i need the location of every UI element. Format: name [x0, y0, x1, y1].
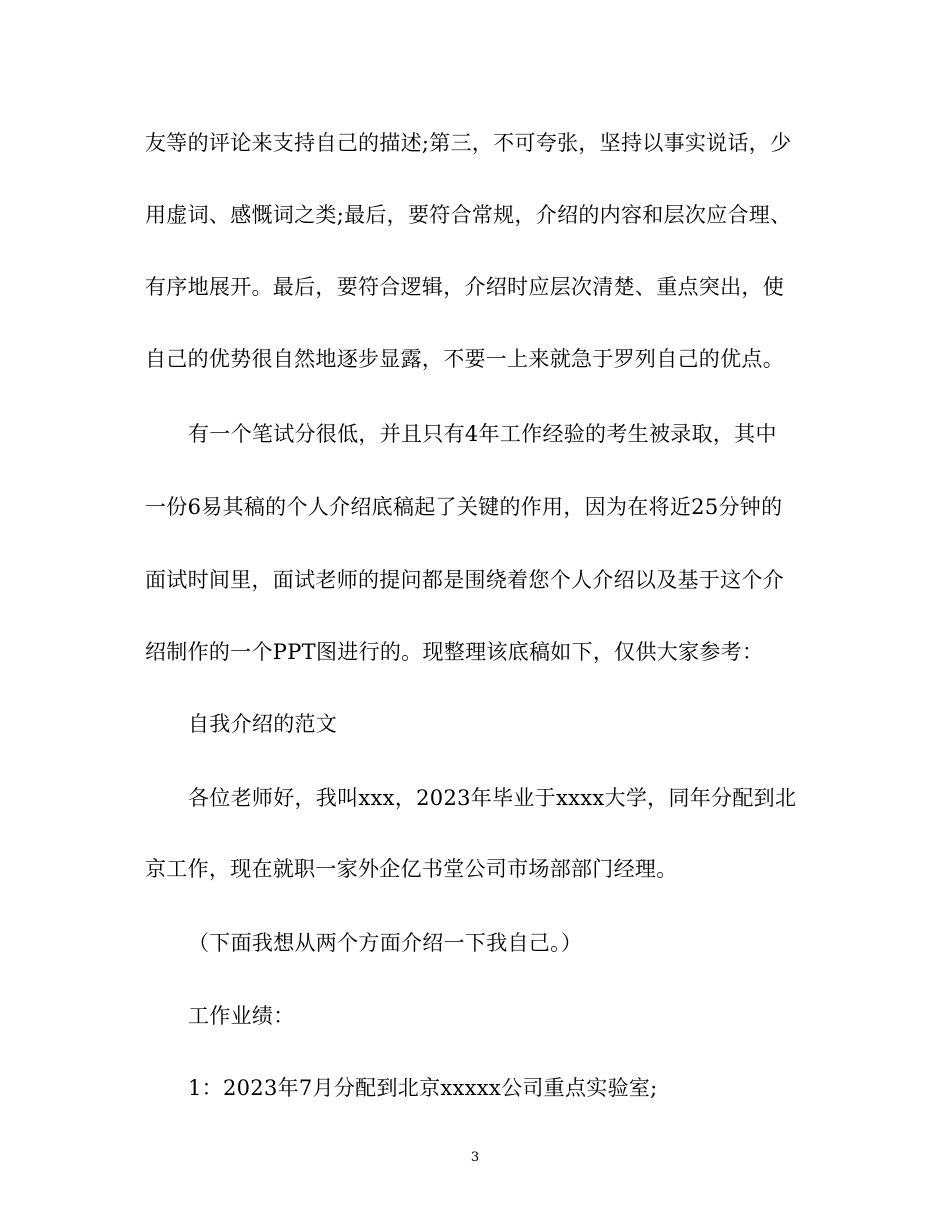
section-heading: 自我介绍的范文 [188, 712, 338, 736]
paragraph-line: （下面我想从两个方面介绍一下我自己。） [188, 931, 583, 955]
text-line: 有序地展开。最后，要符合逻辑，介绍时应层次清楚、重点突出，使 [145, 275, 784, 299]
paragraph-start-line: 有一个笔试分很低，并且只有4年工作经验的考生被录取，其中 [188, 422, 777, 446]
page-number: 3 [470, 1150, 480, 1165]
text-line: 用虚词、感慨词之类;最后，要符合常规，介绍的内容和层次应合理、 [145, 203, 792, 227]
text-line: 京工作，现在就职一家外企亿书堂公司市场部部门经理。 [145, 857, 678, 881]
text-line: 一份6易其稿的个人介绍底稿起了关键的作用，因为在将近25分钟的 [145, 495, 783, 519]
section-label: 工作业绩： [188, 1004, 295, 1028]
text-line: 面试时间里，面试老师的提问都是围绕着您个人介绍以及基于这个介 [145, 568, 784, 592]
text-line: 绍制作的一个PPT图进行的。现整理该底稿如下，仅供大家参考： [145, 640, 764, 664]
text-line: 友等的评论来支持自己的描述;第三，不可夸张，坚持以事实说话，少 [145, 131, 792, 155]
list-item: 1：2023年7月分配到北京xxxxx公司重点实验室; [188, 1076, 658, 1100]
paragraph-start-line: 各位老师好，我叫xxx，2023年毕业于xxxx大学，同年分配到北 [188, 786, 797, 810]
text-line: 自己的优势很自然地逐步显露，不要一上来就急于罗列自己的优点。 [145, 347, 784, 371]
